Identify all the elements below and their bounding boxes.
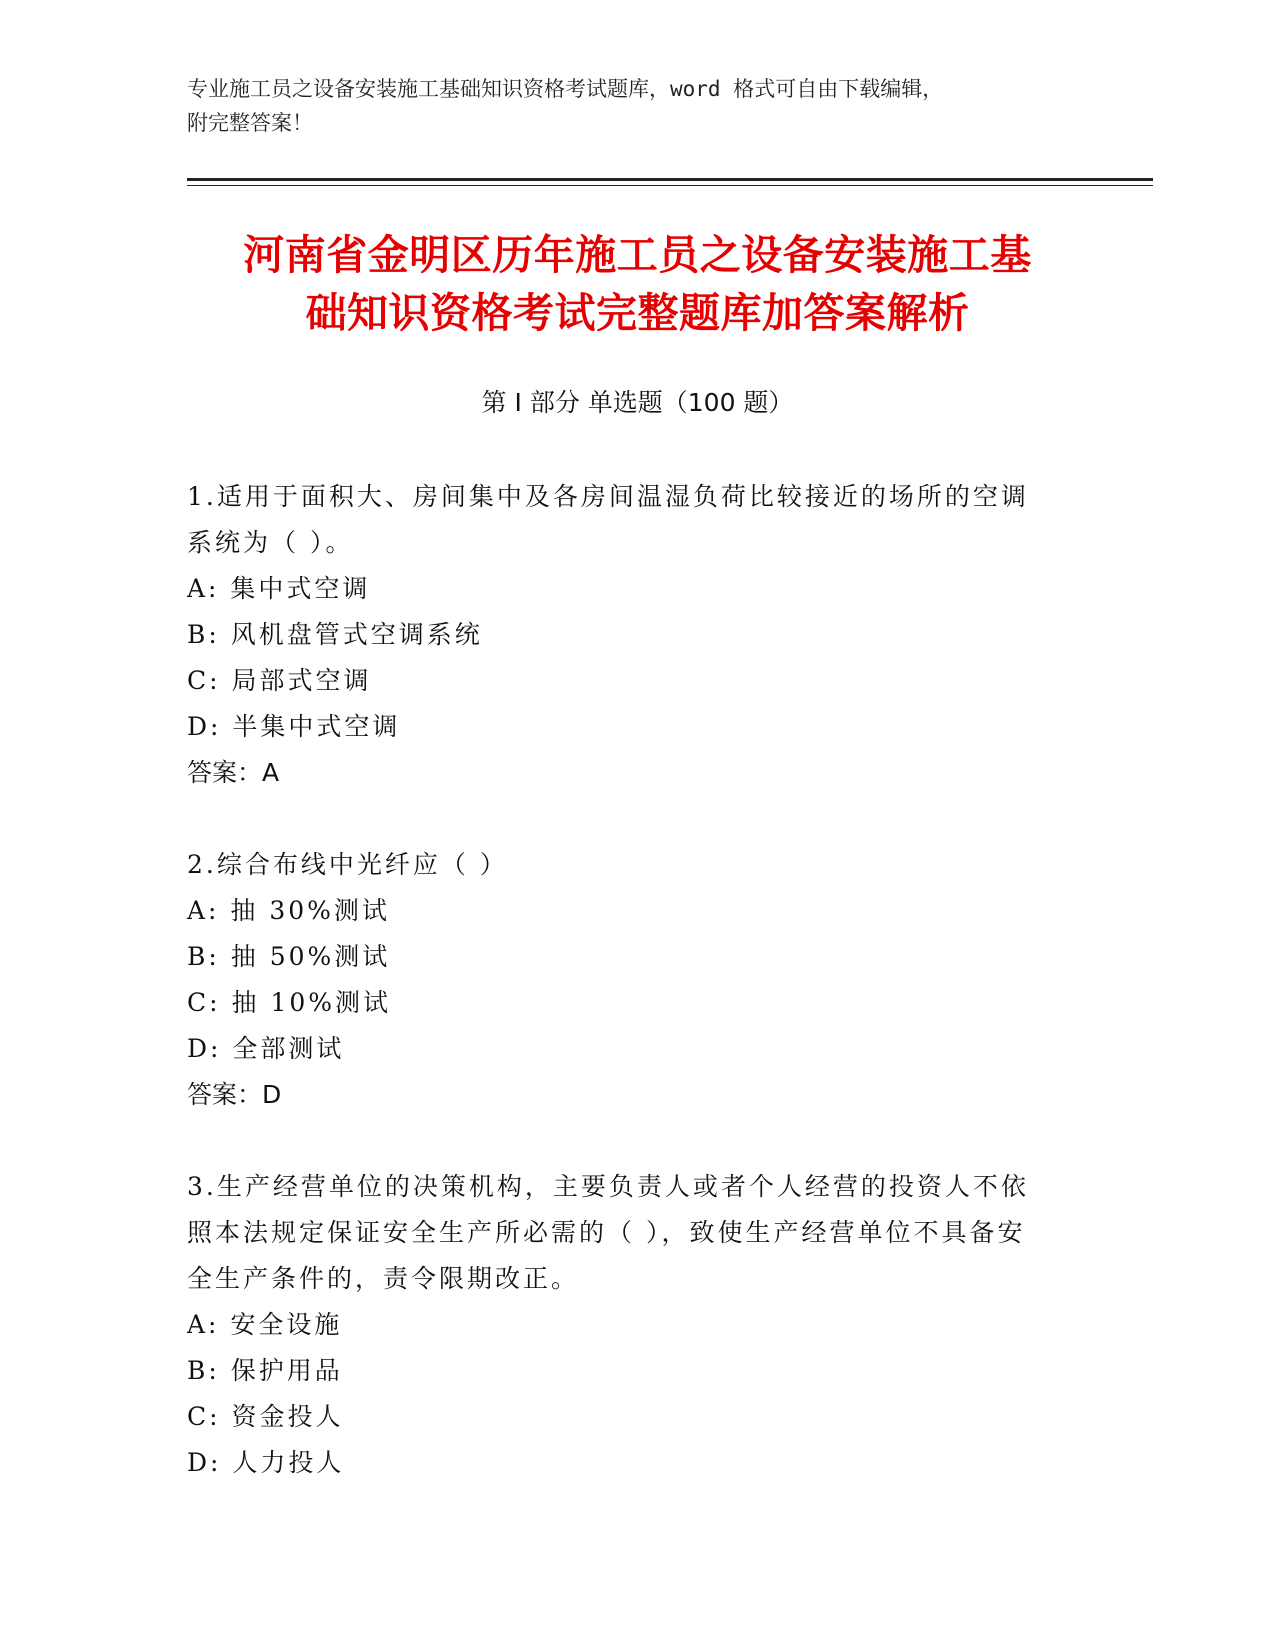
option-d: D: 全部测试	[187, 1034, 345, 1063]
header-divider-thin	[187, 185, 1153, 186]
option-a: A: 安全设施	[187, 1310, 343, 1339]
option-c: C: 局部式空调	[187, 666, 372, 695]
option-b: B: 保护用品	[187, 1356, 343, 1385]
question-stem-line: 系统为（ ）。	[187, 528, 354, 557]
option-c: C: 抽 10%测试	[187, 988, 392, 1017]
document-title-line: 础知识资格考试完整题库加答案解析	[305, 289, 970, 337]
option-a: A: 集中式空调	[187, 574, 371, 603]
option-b: B: 抽 50%测试	[187, 942, 391, 971]
header-note-line: 专业施工员之设备安装施工基础知识资格考试题库，word 格式可自由下载编辑，	[187, 77, 944, 101]
option-a: A: 抽 30%测试	[187, 896, 390, 925]
answer-line: 答案：D	[187, 1080, 282, 1109]
question-stem-line: 1.适用于面积大、房间集中及各房间温湿负荷比较接近的场所的空调	[187, 482, 1029, 511]
question-stem-line: 3.生产经营单位的决策机构，主要负责人或者个人经营的投资人不依	[187, 1172, 1029, 1201]
section-heading: 第 I 部分 单选题（100 题）	[481, 388, 794, 417]
option-d: D: 半集中式空调	[187, 712, 401, 741]
document-title	[150, 226, 1125, 342]
option-b: B: 风机盘管式空调系统	[187, 620, 483, 649]
question-stem-line: 2.综合布线中光纤应（ ）	[187, 850, 508, 879]
question-3	[187, 1164, 1067, 1486]
question-2	[187, 842, 1067, 1118]
option-d: D: 人力投人	[187, 1448, 345, 1477]
header-note-line: 附完整答案！	[187, 111, 313, 135]
answer-line: 答案：A	[187, 758, 280, 787]
header-note	[187, 72, 1067, 140]
document-title-line: 河南省金明区历年施工员之设备安装施工基	[243, 231, 1032, 279]
option-c: C: 资金投人	[187, 1402, 344, 1431]
question-stem-line: 照本法规定保证安全生产所必需的（ ），致使生产经营单位不具备安	[187, 1218, 1026, 1247]
header-divider-thick	[187, 178, 1153, 181]
question-list	[187, 474, 1067, 1532]
question-1	[187, 474, 1067, 796]
question-stem-line: 全生产条件的，责令限期改正。	[187, 1264, 580, 1293]
